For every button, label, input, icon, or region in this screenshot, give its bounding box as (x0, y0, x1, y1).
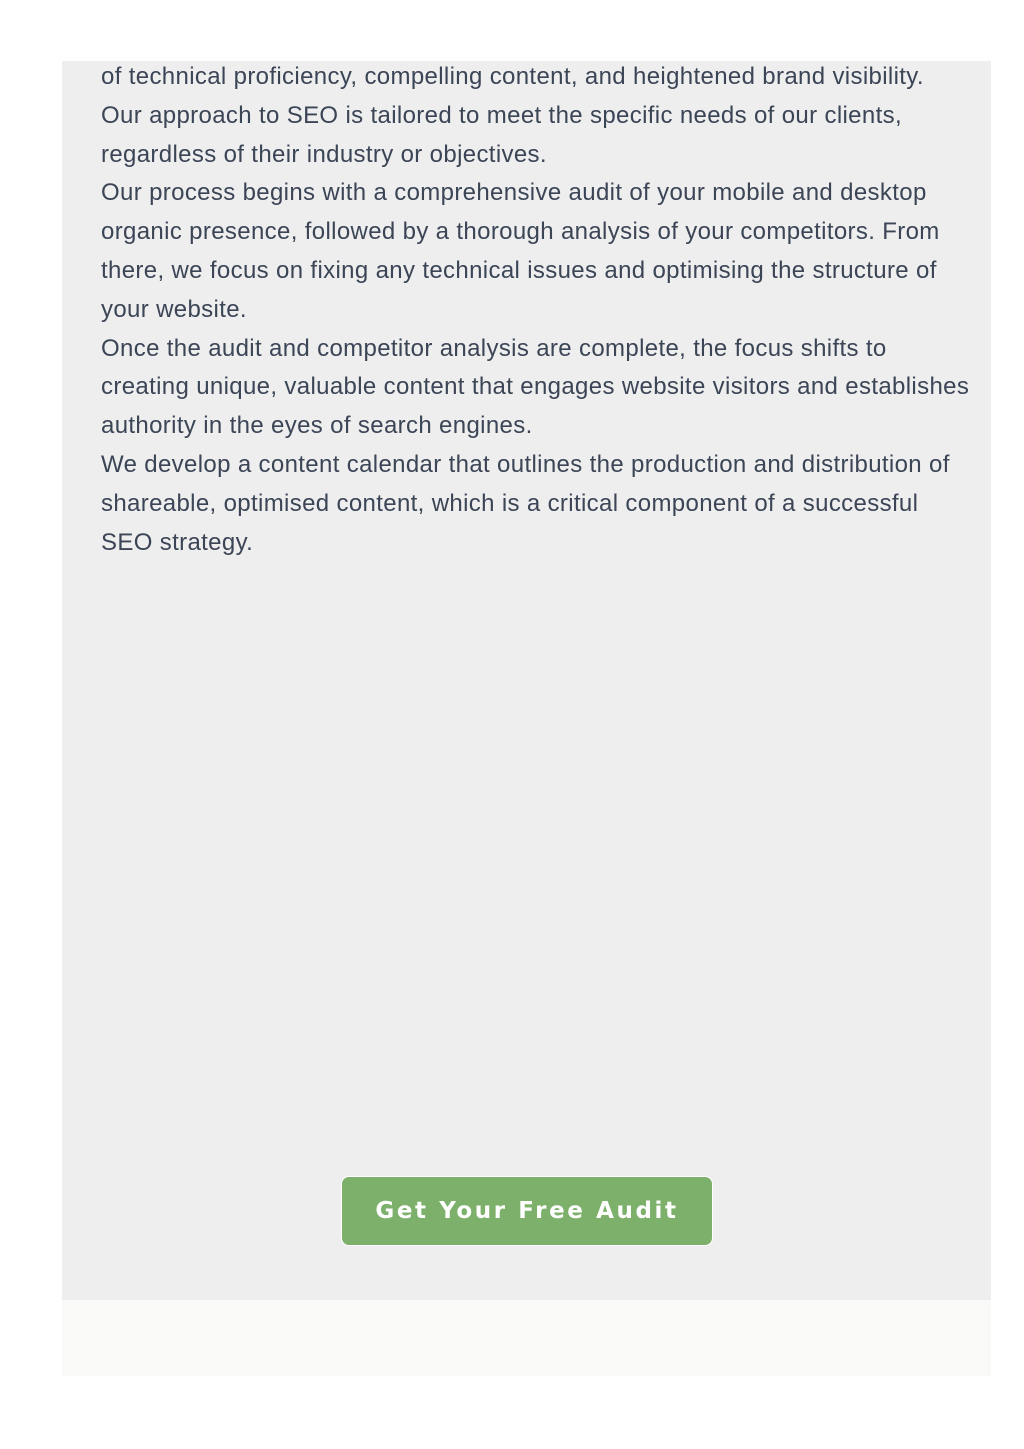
paragraph-process: Our process begins with a comprehensive audit of your mobile and desktop organic presence, followed by a thorough analysis of your competitors. From there, we focus on fixing any technical issues and optimising the structure of your website. (101, 179, 940, 323)
paragraph-content-calendar: We develop a content calendar that outlines the production and distribution of shareable, optimised content, which is a critical component of a successful SEO strategy. (101, 450, 950, 556)
body-text (101, 58, 971, 562)
paragraph-intro-continued: of technical proficiency, compelling content, and heightened brand visibility. Our approach to SEO is tailored to meet the specific needs of our clients, regardless of their industry or objectives. (101, 63, 924, 168)
paragraph-content-focus: Once the audit and competitor analysis are complete, the focus shifts to creating unique, valuable content that engages website visitors and establishes authority in the eyes of search engines. (101, 334, 970, 440)
get-free-audit-button[interactable]: Get Your Free Audit (341, 1176, 713, 1246)
footer-band (62, 1300, 991, 1376)
content-panel (62, 61, 991, 1300)
